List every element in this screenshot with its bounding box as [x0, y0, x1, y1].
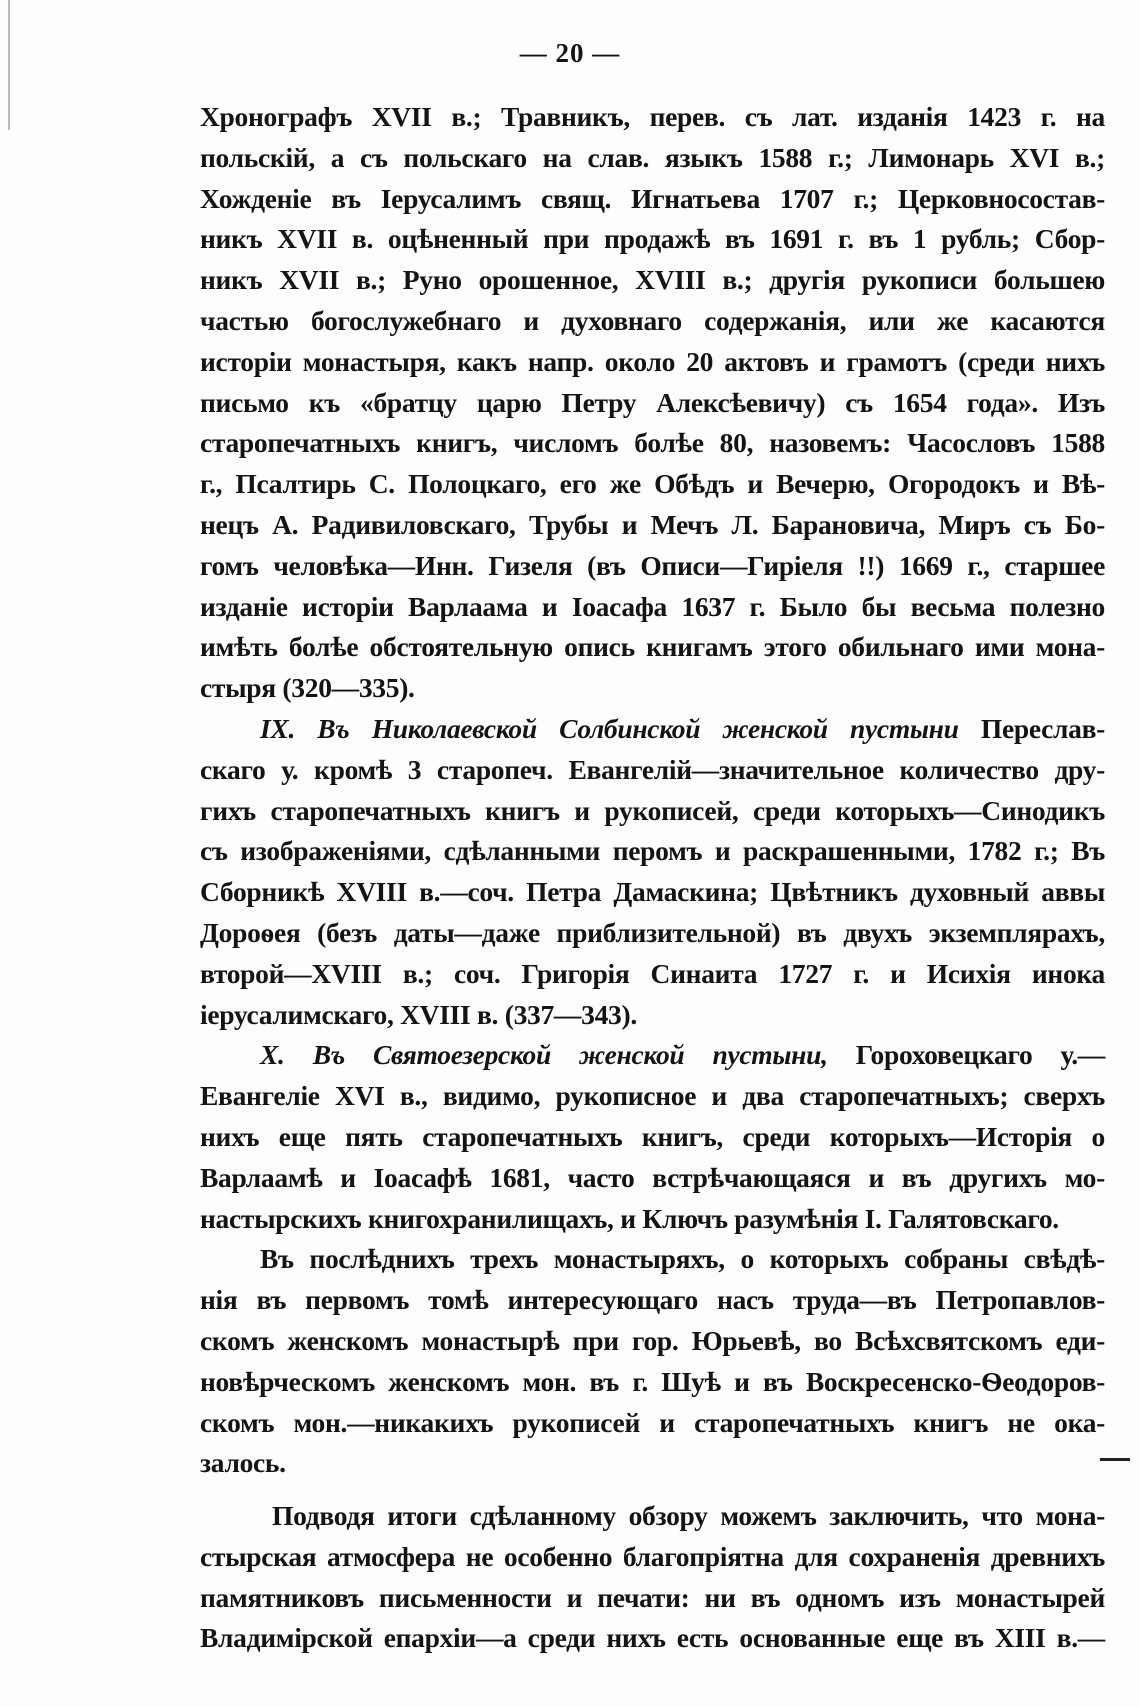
text-line: Хожденіе въ Іерусалимъ свящ. Игнатьева 1707 г.; Церковносостав-	[200, 182, 1105, 214]
text-line: Дороѳея (безъ даты—даже приблизительной) въ двухъ экземплярахъ,	[200, 916, 1105, 948]
text-line: изданіе исторіи Варлаама и Іоасафа 1637 г. Было бы весьма полезно	[200, 590, 1105, 622]
text-line	[200, 1035, 1105, 1076]
text-line: Хронографъ XVII в.; Травникъ, перев. съ лат. изданія 1423 г. на	[200, 101, 1105, 132]
text-line: нихъ еще пять старопечатныхъ книгъ, среди которыхъ—Исторія о	[200, 1120, 1105, 1152]
text-line: второй—XVIII в.; соч. Григорія Синаита 1727 г. и Исихія инока	[200, 957, 1105, 989]
body-text	[200, 97, 1105, 1659]
text-line: Владимірской епархіи—а среди нихъ есть основанные еще въ XIII в.—	[200, 1622, 1105, 1654]
text-line: стырская атмосфера не особенно благопріятна для сохраненія древнихъ	[200, 1540, 1105, 1572]
text-line: Варлаамѣ и Іоасафѣ 1681, часто встрѣчающаяся и въ другихъ мо-	[200, 1161, 1105, 1193]
text-line	[200, 709, 1105, 750]
text-line: новѣрческомъ женскомъ мон. въ г. Шуѣ и въ Воскресенско-Ѳеодоров-	[200, 1365, 1105, 1397]
text-line: іерусалимскаго, XVIII в. (337—343).	[200, 998, 637, 1030]
text-line: скаго у. кромѣ 3 старопеч. Евангелій—значительное количество дру-	[200, 753, 1105, 785]
text-line: гихъ старопечатныхъ книгъ и рукописей, среди которыхъ—Синодикъ	[200, 794, 1105, 826]
text-line: памятниковъ письменности и печати: ни въ одномъ изъ монастырей	[200, 1581, 1105, 1613]
text-line: Въ послѣднихъ трехъ монастыряхъ, о которыхъ собраны свѣдѣ-	[260, 1243, 1105, 1275]
text-line: настырскихъ книгохранилищахъ, и Ключъ разумѣнія І. Галятовскаго.	[200, 1202, 1059, 1234]
text-line: никъ XVII в.; Руно орошенное, XVIII в.; другія рукописи большею	[200, 264, 1105, 296]
text-line: нецъ А. Радивиловскаго, Трубы и Мечъ Л. Барановича, Миръ съ Бо-	[200, 508, 1105, 540]
text-line: частью богослужебнаго и духовнаго содержанія, или же касаются	[200, 304, 1105, 336]
text-line: стыря (320—335).	[200, 672, 415, 704]
section-heading: IX. Въ Николаевской Солбинской женской пустыни	[260, 712, 959, 744]
text-line: залось.	[200, 1447, 286, 1479]
page-number: — 20 —	[519, 38, 621, 68]
text-line: старопечатныхъ книгъ, числомъ болѣе 80, назовемъ: Часословъ 1588	[200, 427, 1105, 459]
margin-dash	[1100, 1458, 1130, 1461]
text-line: нія въ первомъ томѣ интересующаго насъ труда—въ Петропавлов-	[200, 1284, 1105, 1316]
text-line: имѣть болѣе обстоятельную опись книгамъ этого обильнаго ими мона-	[200, 631, 1105, 663]
text-line: скомъ женскомъ монастырѣ при гор. Юрьевѣ, во Всѣхсвятскомъ еди-	[200, 1324, 1105, 1356]
text-line: Сборникѣ XVIII в.—соч. Петра Дамаскина; Цвѣтникъ духовный аввы	[200, 876, 1105, 908]
section-heading: X. Въ Святоезерской женской пустыни,	[260, 1039, 828, 1071]
text-line: Подводя итоги сдѣланному обзору можемъ заключить, что мона-	[272, 1500, 1105, 1532]
heading-continuation: Гороховецкаго у.—	[827, 1039, 1105, 1071]
text-line: польскій, а съ польскаго на слав. языкъ 1588 г.; Лимонарь XVI в.;	[200, 141, 1105, 173]
text-line: никъ XVII в. оцѣненный при продажѣ въ 1691 г. въ 1 рубль; Сбор-	[200, 223, 1105, 255]
heading-continuation: Переслав-	[958, 712, 1106, 744]
text-line: съ изображеніями, сдѣланными перомъ и раскрашенными, 1782 г.; Въ	[200, 835, 1105, 867]
text-line: Евангеліе XVI в., видимо, рукописное и два старопечатныхъ; сверхъ	[200, 1080, 1105, 1112]
text-line: исторіи монастыря, какъ напр. около 20 актовъ и грамотъ (среди нихъ	[200, 345, 1105, 377]
text-line: скомъ мон.—никакихъ рукописей и старопечатныхъ книгъ не ока-	[200, 1406, 1105, 1438]
text-line: г., Псалтирь С. Полоцкаго, его же Обѣдъ и Вечерю, Огородокъ и Вѣ-	[200, 468, 1105, 500]
text-line: гомъ человѣка—Инн. Гизеля (въ Описи—Гиріеля !!) 1669 г., старшее	[200, 549, 1105, 581]
text-line: письмо къ «братцу царю Петру Алексѣевичу) съ 1654 года». Изъ	[200, 386, 1105, 418]
